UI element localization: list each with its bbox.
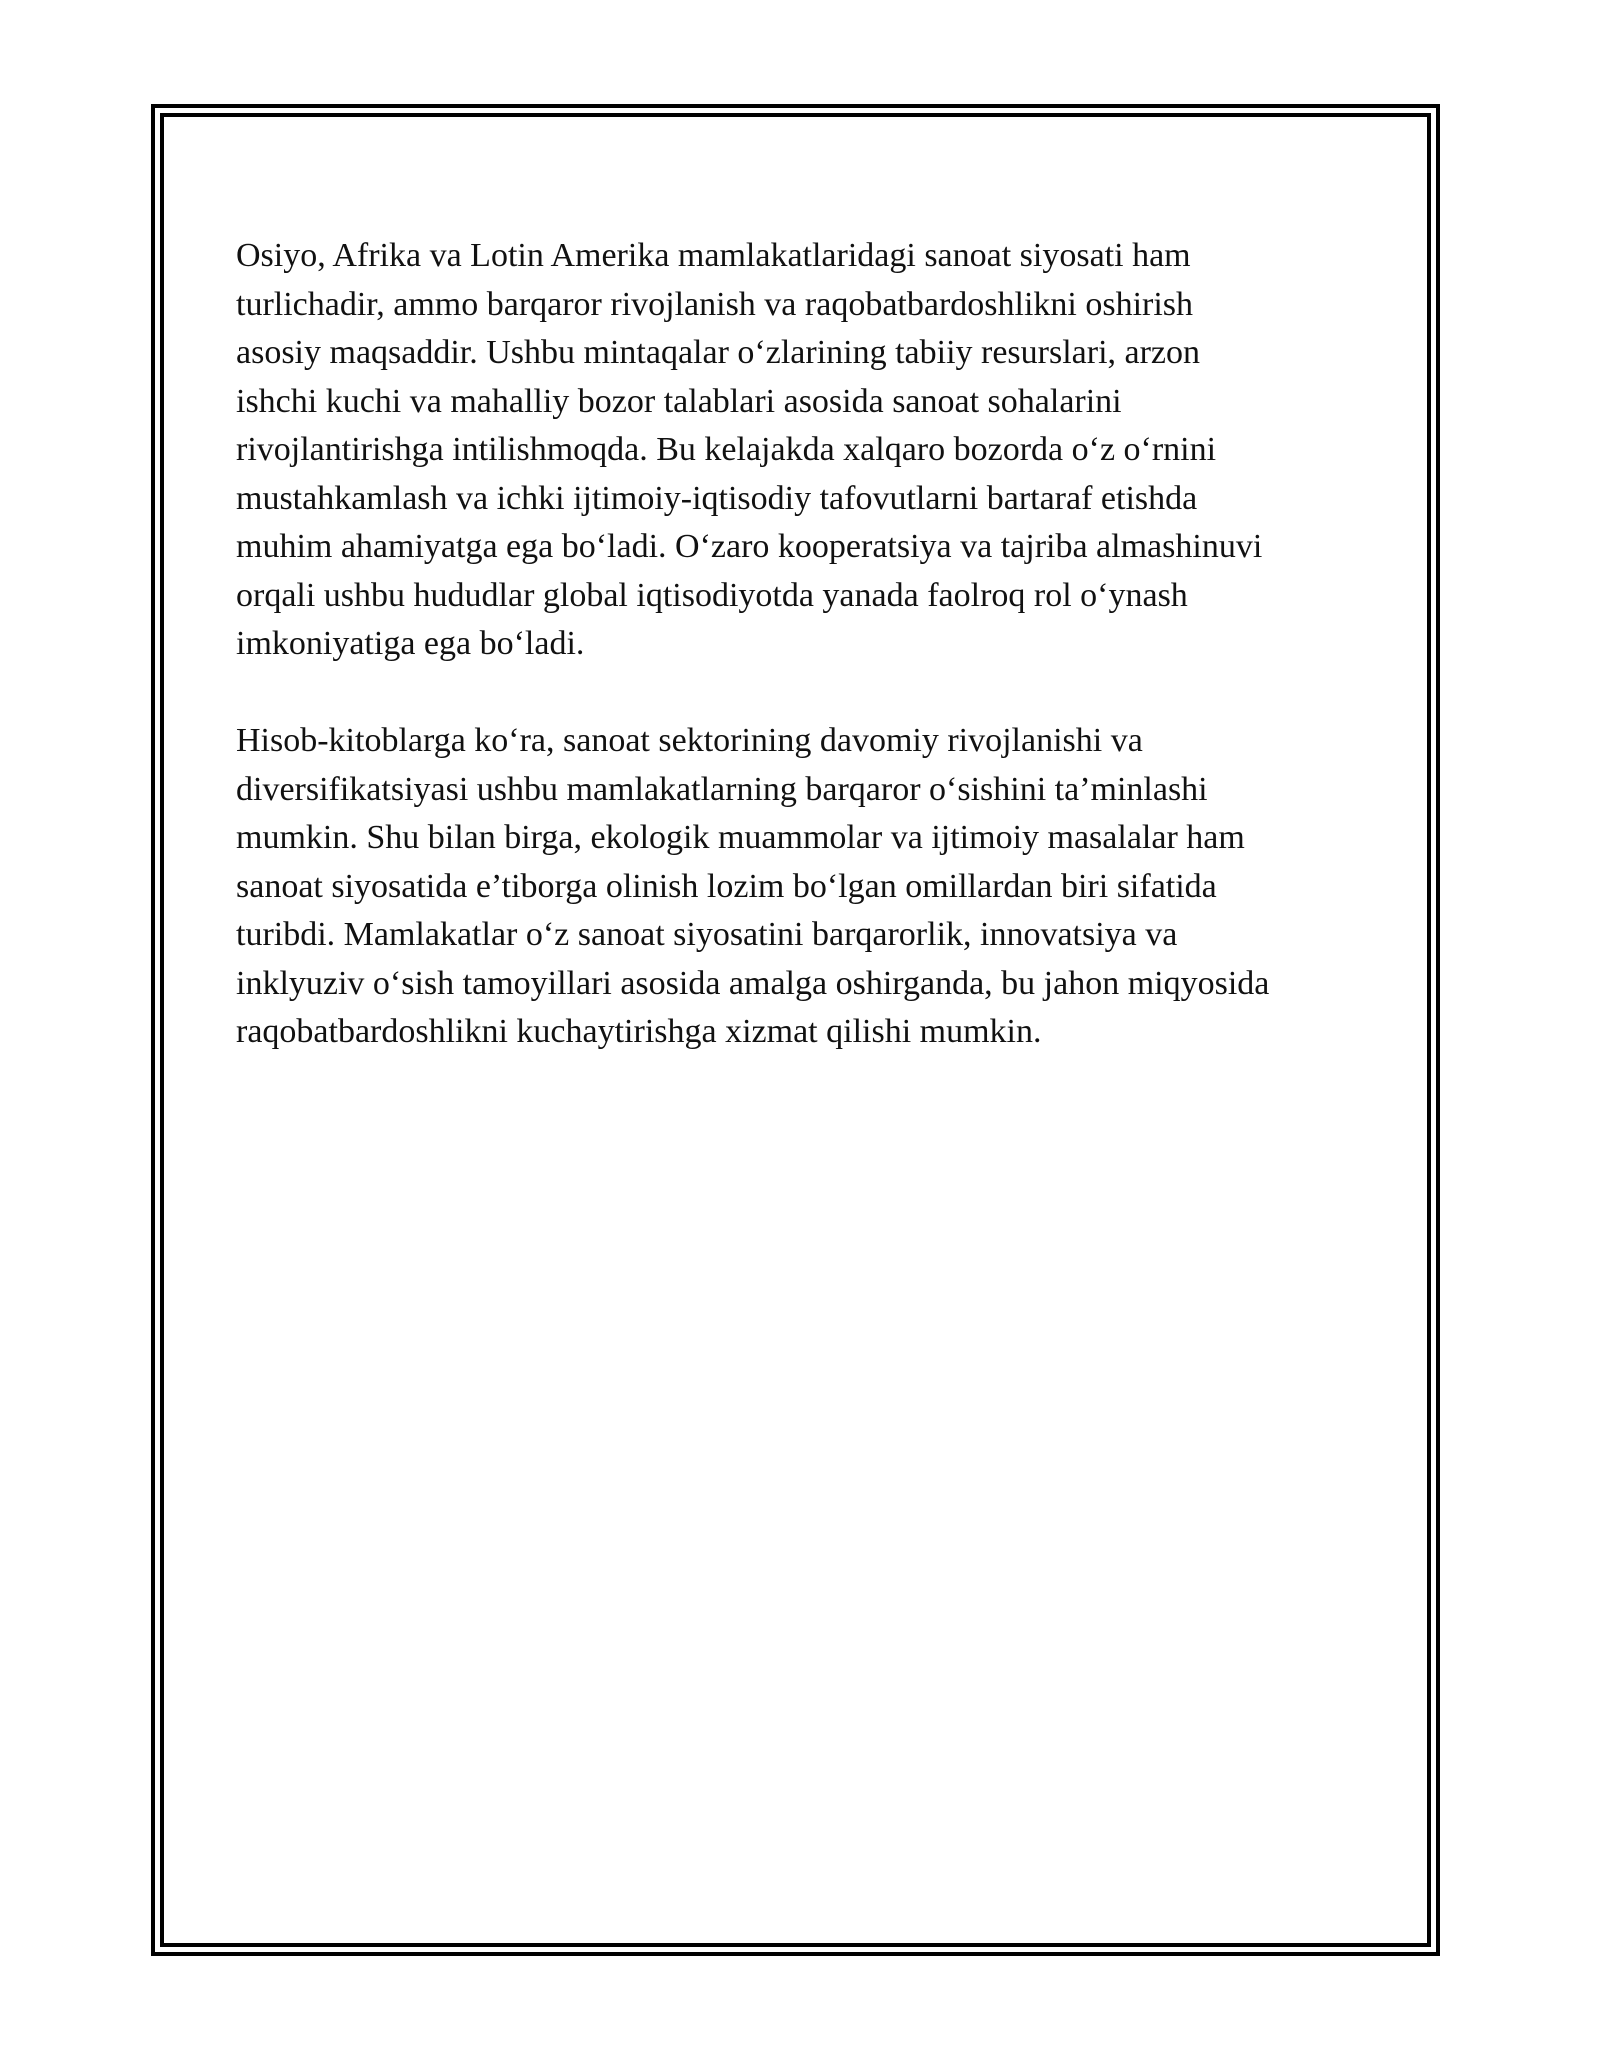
text-line: imkoniyatiga ega bo‘ladi. — [236, 625, 585, 662]
paragraph-2 — [236, 717, 1366, 1057]
text-line: turlichadir, ammo barqaror rivojlanish va raqobatbardoshlikni oshirish — [236, 285, 1194, 323]
document-body — [236, 232, 1366, 1105]
text-line: muhim ahamiyatga ega bo‘ladi. O‘zaro kooperatsiya va tajriba almashinuvi — [236, 528, 1263, 565]
text-line: orqali ushbu hududlar global iqtisodiyotda yanada faolroq rol o‘ynash — [236, 576, 1188, 614]
text-line: mustahkamlash va ichki ijtimoiy-iqtisodiy tafovutlarni bartaraf etishda — [236, 479, 1198, 517]
text-line: ishchi kuchi va mahalliy bozor talablari asosida sanoat sohalarini — [236, 382, 1122, 420]
text-line: inklyuziv o‘sish tamoyillari asosida amalga oshirganda, bu jahon miqyosida — [236, 964, 1270, 1002]
text-line: asosiy maqsaddir. Ushbu mintaqalar o‘zlarining tabiiy resurslari, arzon — [236, 334, 1201, 371]
text-line: sanoat siyosatida e’tiborga olinish lozim bo‘lgan omillardan biri sifatida — [236, 867, 1217, 905]
text-line: Osiyo, Afrika va Lotin Amerika mamlakatlaridagi sanoat siyosati ham — [236, 237, 1191, 274]
text-line: raqobatbardoshlikni kuchaytirishga xizmat qilishi mumkin. — [236, 1013, 1042, 1050]
text-line: rivojlantirishga intilishmoqda. Bu kelajakda xalqaro bozorda o‘z o‘rnini — [236, 431, 1217, 468]
text-line: turibdi. Mamlakatlar o‘z sanoat siyosatini barqarorlik, innovatsiya va — [236, 916, 1178, 953]
paragraph-1 — [236, 232, 1366, 669]
text-line: mumkin. Shu bilan birga, ekologik muammolar va ijtimoiy masalalar ham — [236, 819, 1245, 856]
text-line: Hisob-kitoblarga ko‘ra, sanoat sektorining davomiy rivojlanishi va — [236, 722, 1143, 759]
text-line: diversifikatsiyasi ushbu mamlakatlarning barqaror o‘sishini ta’minlashi — [236, 770, 1208, 808]
